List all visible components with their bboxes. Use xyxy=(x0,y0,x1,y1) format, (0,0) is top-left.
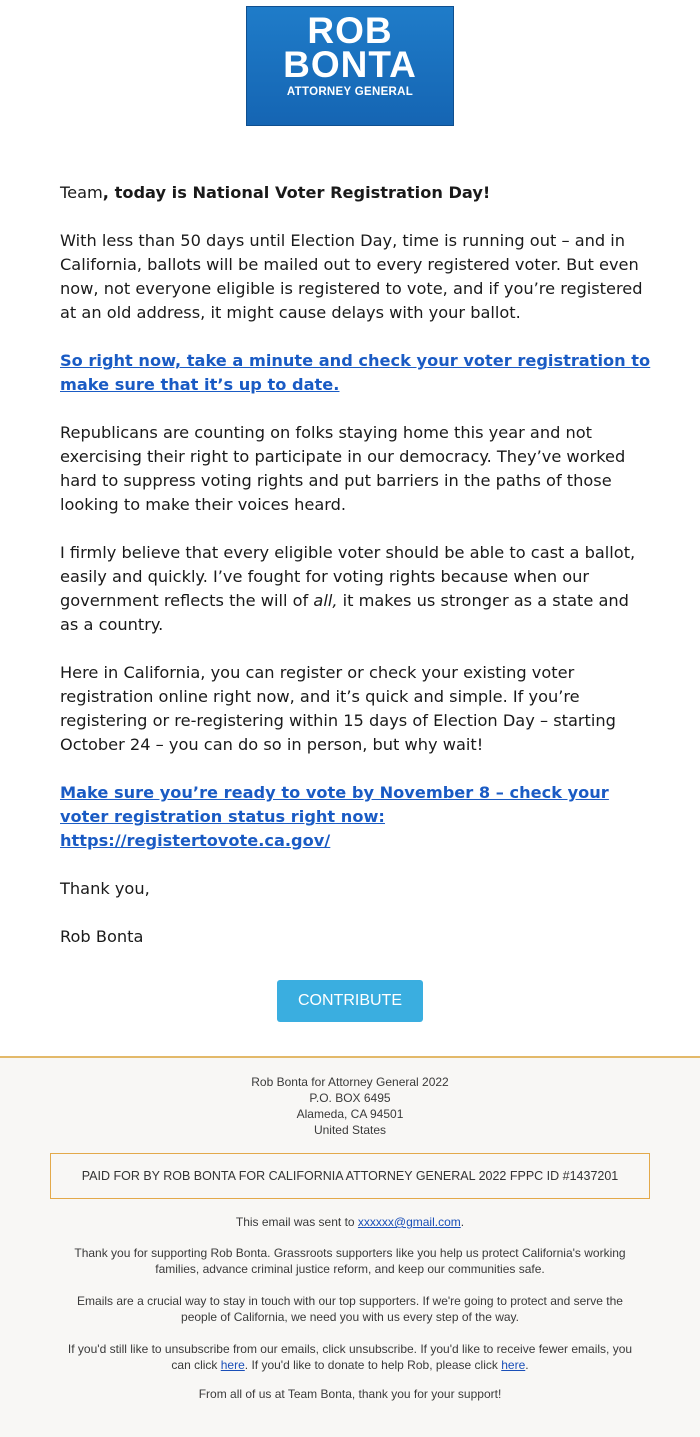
mailing-address xyxy=(0,1074,700,1138)
p3-italic: all, xyxy=(313,591,338,610)
final-thanks: From all of us at Team Bonta, thank you for your support! xyxy=(198,1387,502,1401)
paragraph-register-online: Here in California, you can register or check your existing voter registration online right now, and it’s quick and simple. If you’re registering or re-registering within 15 days of Election Day – starting October 24 – you can do so in person, but why wait! xyxy=(60,663,616,754)
signoff: Thank you, xyxy=(60,879,150,898)
check-registration-link-paragraph xyxy=(60,349,652,397)
paid-for-disclaimer: PAID FOR BY ROB BONTA FOR CALIFORNIA ATTORNEY GENERAL 2022 FPPC ID #1437201 xyxy=(50,1153,650,1199)
check-registration-link[interactable]: So right now, take a minute and check your voter registration to make sure that it’s up to date. xyxy=(60,351,651,394)
paragraph-election-day: With less than 50 days until Election Day, time is running out – and in California, ballots will be mailed out to every registered voter. But even now, not everyone eligible is registered to vote, and if you’re registered at an old address, it might cause delays with your ballot. xyxy=(60,231,643,322)
paragraph-republicans: Republicans are counting on folks staying home this year and not exercising their right to participate in our democracy. They’ve worked hard to suppress voting rights and put barriers in the paths of those looking to make their voices heard. xyxy=(60,423,626,514)
contribute-button[interactable]: CONTRIBUTE xyxy=(277,980,423,1022)
recipient-email-link[interactable]: xxxxxx@gmail.com xyxy=(357,1215,461,1229)
email-body xyxy=(60,181,652,949)
sent-to-notice xyxy=(60,1214,640,1230)
unsub-part-b: . If you'd like to donate to help Rob, please click xyxy=(244,1358,502,1372)
logo-line-rob: ROB xyxy=(307,10,393,51)
logo-line-bonta: BONTA xyxy=(283,44,417,85)
unsubscribe-text xyxy=(60,1341,640,1373)
greeting-name: Team xyxy=(60,183,103,202)
supporters-thanks-text: Thank you for supporting Rob Bonta. Grassroots supporters like you help us protect California's working families, advance criminal justice reform, and keep our communities safe. xyxy=(74,1246,626,1276)
register-to-vote-url-link[interactable]: https://registertovote.ca.gov/ xyxy=(60,831,331,850)
logo-line-attorney-general: ATTORNEY GENERAL xyxy=(286,86,414,98)
unsub-part-a: If you'd still like to unsubscribe from our emails, click unsubscribe. If you'd like to receive fewer emails, you can click xyxy=(67,1342,633,1372)
rob-bonta-logo[interactable] xyxy=(246,6,454,126)
emails-importance-text: Emails are a crucial way to stay in touch with our top supporters. If we're going to protect and serve the people of California, we need you with us every step of the way. xyxy=(77,1294,623,1324)
p3-before: I firmly believe that every eligible voter should be able to cast a ballot, easily and quickly. I’ve fought for voting rights because when our government reflects the will of xyxy=(60,543,636,610)
ready-to-vote-paragraph xyxy=(60,781,652,853)
paragraph-voting-rights xyxy=(60,541,652,637)
sent-suffix: . xyxy=(460,1215,465,1229)
email-footer xyxy=(0,1056,700,1437)
address-po-box: P.O. BOX 6495 xyxy=(309,1091,391,1105)
ready-to-vote-link[interactable]: Make sure you’re ready to vote by November 8 – check your voter registration status right now: xyxy=(60,783,609,826)
address-country: United States xyxy=(313,1123,387,1137)
address-org: Rob Bonta for Attorney General 2022 xyxy=(251,1075,449,1089)
fewer-emails-link[interactable]: here xyxy=(220,1358,245,1372)
address-city: Alameda, CA 94501 xyxy=(296,1107,404,1121)
greeting xyxy=(60,181,652,205)
donate-link[interactable]: here xyxy=(501,1358,526,1372)
p3-after: it makes us stronger as a state and as a country. xyxy=(60,591,629,634)
sent-prefix: This email was sent to xyxy=(235,1215,358,1229)
greeting-headline: , today is National Voter Registration Day! xyxy=(102,183,491,202)
unsub-part-c: . xyxy=(525,1358,529,1372)
signature: Rob Bonta xyxy=(60,927,144,946)
